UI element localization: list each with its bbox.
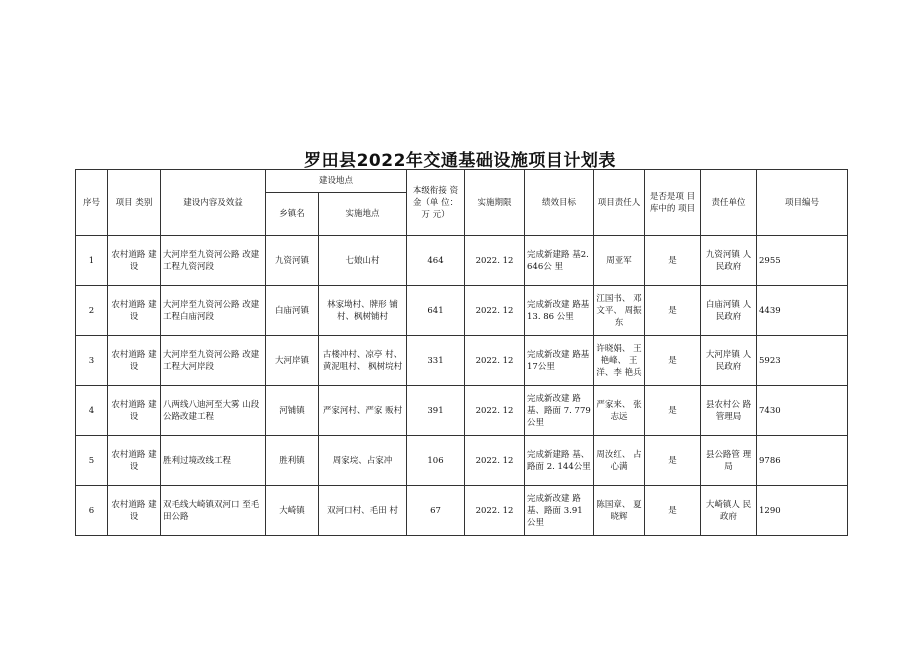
cell-seq: 2 xyxy=(76,286,108,336)
table-row xyxy=(76,386,848,436)
cell-town: 大崎镇 xyxy=(266,486,319,536)
cell-code: 5923 xyxy=(757,336,848,386)
header-seq: 序号 xyxy=(76,170,108,236)
cell-code: 2955 xyxy=(757,236,848,286)
cell-town: 胜利镇 xyxy=(266,436,319,486)
cell-content: 大河岸至九资河公路 改建工程白庙河段 xyxy=(161,286,266,336)
cell-code: 9786 xyxy=(757,436,848,486)
cell-town: 河铺镇 xyxy=(266,386,319,436)
cell-person: 江国书、 邓文平、 周振东 xyxy=(594,286,645,336)
cell-site: 双河口村、毛田 村 xyxy=(319,486,407,536)
cell-period: 2022. 12 xyxy=(465,436,525,486)
cell-town: 白庙河镇 xyxy=(266,286,319,336)
cell-category: 农村道路 建设 xyxy=(108,236,161,286)
cell-category: 农村道路 建设 xyxy=(108,486,161,536)
table-row xyxy=(76,436,848,486)
cell-site: 林家坳村、牌形 铺村、枫树铺村 xyxy=(319,286,407,336)
cell-content: 双毛线大崎镇双河口 至毛田公路 xyxy=(161,486,266,536)
cell-unit: 大河岸镇 人民政府 xyxy=(701,336,757,386)
header-funds: 本级衔接 资金（单 位：万 元） xyxy=(407,170,465,236)
header-content: 建设内容及效益 xyxy=(161,170,266,236)
cell-funds: 106 xyxy=(407,436,465,486)
cell-in-library: 是 xyxy=(645,236,701,286)
cell-category: 农村道路 建设 xyxy=(108,436,161,486)
cell-person: 陈国章、 夏晓辉 xyxy=(594,486,645,536)
cell-person: 周亚军 xyxy=(594,236,645,286)
cell-in-library: 是 xyxy=(645,436,701,486)
cell-funds: 464 xyxy=(407,236,465,286)
cell-in-library: 是 xyxy=(645,286,701,336)
cell-person: 周汝红、 占心满 xyxy=(594,436,645,486)
cell-unit: 九资河镇 人民政府 xyxy=(701,236,757,286)
cell-seq: 1 xyxy=(76,236,108,286)
header-person: 项目责任人 xyxy=(594,170,645,236)
header-code: 项目编号 xyxy=(757,170,848,236)
cell-funds: 331 xyxy=(407,336,465,386)
cell-content: 大河岸至九资河公路 改建工程九资河段 xyxy=(161,236,266,286)
cell-site: 严家河村、严家 贩村 xyxy=(319,386,407,436)
cell-period: 2022. 12 xyxy=(465,236,525,286)
cell-seq: 4 xyxy=(76,386,108,436)
cell-goal: 完成新建路 基、路面 2. 144公里 xyxy=(525,436,594,486)
cell-town: 九资河镇 xyxy=(266,236,319,286)
header-town: 乡镇名 xyxy=(266,193,319,236)
cell-goal: 完成新改建 路基、路面 7. 779公里 xyxy=(525,386,594,436)
cell-period: 2022. 12 xyxy=(465,336,525,386)
cell-unit: 县农村公 路管理局 xyxy=(701,386,757,436)
cell-period: 2022. 12 xyxy=(465,386,525,436)
header-unit: 责任单位 xyxy=(701,170,757,236)
cell-funds: 67 xyxy=(407,486,465,536)
table-row xyxy=(76,286,848,336)
table-row xyxy=(76,236,848,286)
cell-category: 农村道路 建设 xyxy=(108,386,161,436)
cell-code: 4439 xyxy=(757,286,848,336)
cell-code: 1290 xyxy=(757,486,848,536)
cell-goal: 完成新建路 基2. 646公 里 xyxy=(525,236,594,286)
cell-period: 2022. 12 xyxy=(465,486,525,536)
cell-code: 7430 xyxy=(757,386,848,436)
cell-content: 胜利过境改线工程 xyxy=(161,436,266,486)
cell-in-library: 是 xyxy=(645,336,701,386)
cell-unit: 大崎镇人 民政府 xyxy=(701,486,757,536)
cell-town: 大河岸镇 xyxy=(266,336,319,386)
cell-in-library: 是 xyxy=(645,486,701,536)
cell-site: 古楼冲村、凉亭 村、黄泥咀村、 枫树垸村 xyxy=(319,336,407,386)
header-category: 项目 类别 xyxy=(108,170,161,236)
header-period: 实施期限 xyxy=(465,170,525,236)
cell-seq: 3 xyxy=(76,336,108,386)
cell-category: 农村道路 建设 xyxy=(108,336,161,386)
cell-goal: 完成新改建 路基13. 86 公里 xyxy=(525,286,594,336)
project-plan-table xyxy=(75,169,848,536)
cell-goal: 完成新改建 路基17公里 xyxy=(525,336,594,386)
cell-person: 许晓娟、 王艳峰、 王洋、李 艳兵 xyxy=(594,336,645,386)
cell-in-library: 是 xyxy=(645,386,701,436)
header-in-library: 是否是项 目库中的 项目 xyxy=(645,170,701,236)
cell-period: 2022. 12 xyxy=(465,286,525,336)
cell-content: 八两线八迪河至大雾 山段公路改建工程 xyxy=(161,386,266,436)
cell-goal: 完成新改建 路基、路面 3.91公里 xyxy=(525,486,594,536)
header-site: 实施地点 xyxy=(319,193,407,236)
cell-funds: 391 xyxy=(407,386,465,436)
cell-unit: 白庙河镇 人民政府 xyxy=(701,286,757,336)
cell-content: 大河岸至九资河公路 改建工程大河岸段 xyxy=(161,336,266,386)
header-location: 建设地点 xyxy=(266,170,407,193)
cell-person: 严家来、 张志远 xyxy=(594,386,645,436)
cell-seq: 5 xyxy=(76,436,108,486)
cell-site: 周家垸、占家冲 xyxy=(319,436,407,486)
cell-seq: 6 xyxy=(76,486,108,536)
header-goal: 绩效目标 xyxy=(525,170,594,236)
cell-funds: 641 xyxy=(407,286,465,336)
table-row xyxy=(76,486,848,536)
table-row xyxy=(76,336,848,386)
cell-site: 七娘山村 xyxy=(319,236,407,286)
page-title: 罗田县2022年交通基础设施项目计划表 xyxy=(304,151,616,171)
cell-unit: 县公路管 理局 xyxy=(701,436,757,486)
cell-category: 农村道路 建设 xyxy=(108,286,161,336)
